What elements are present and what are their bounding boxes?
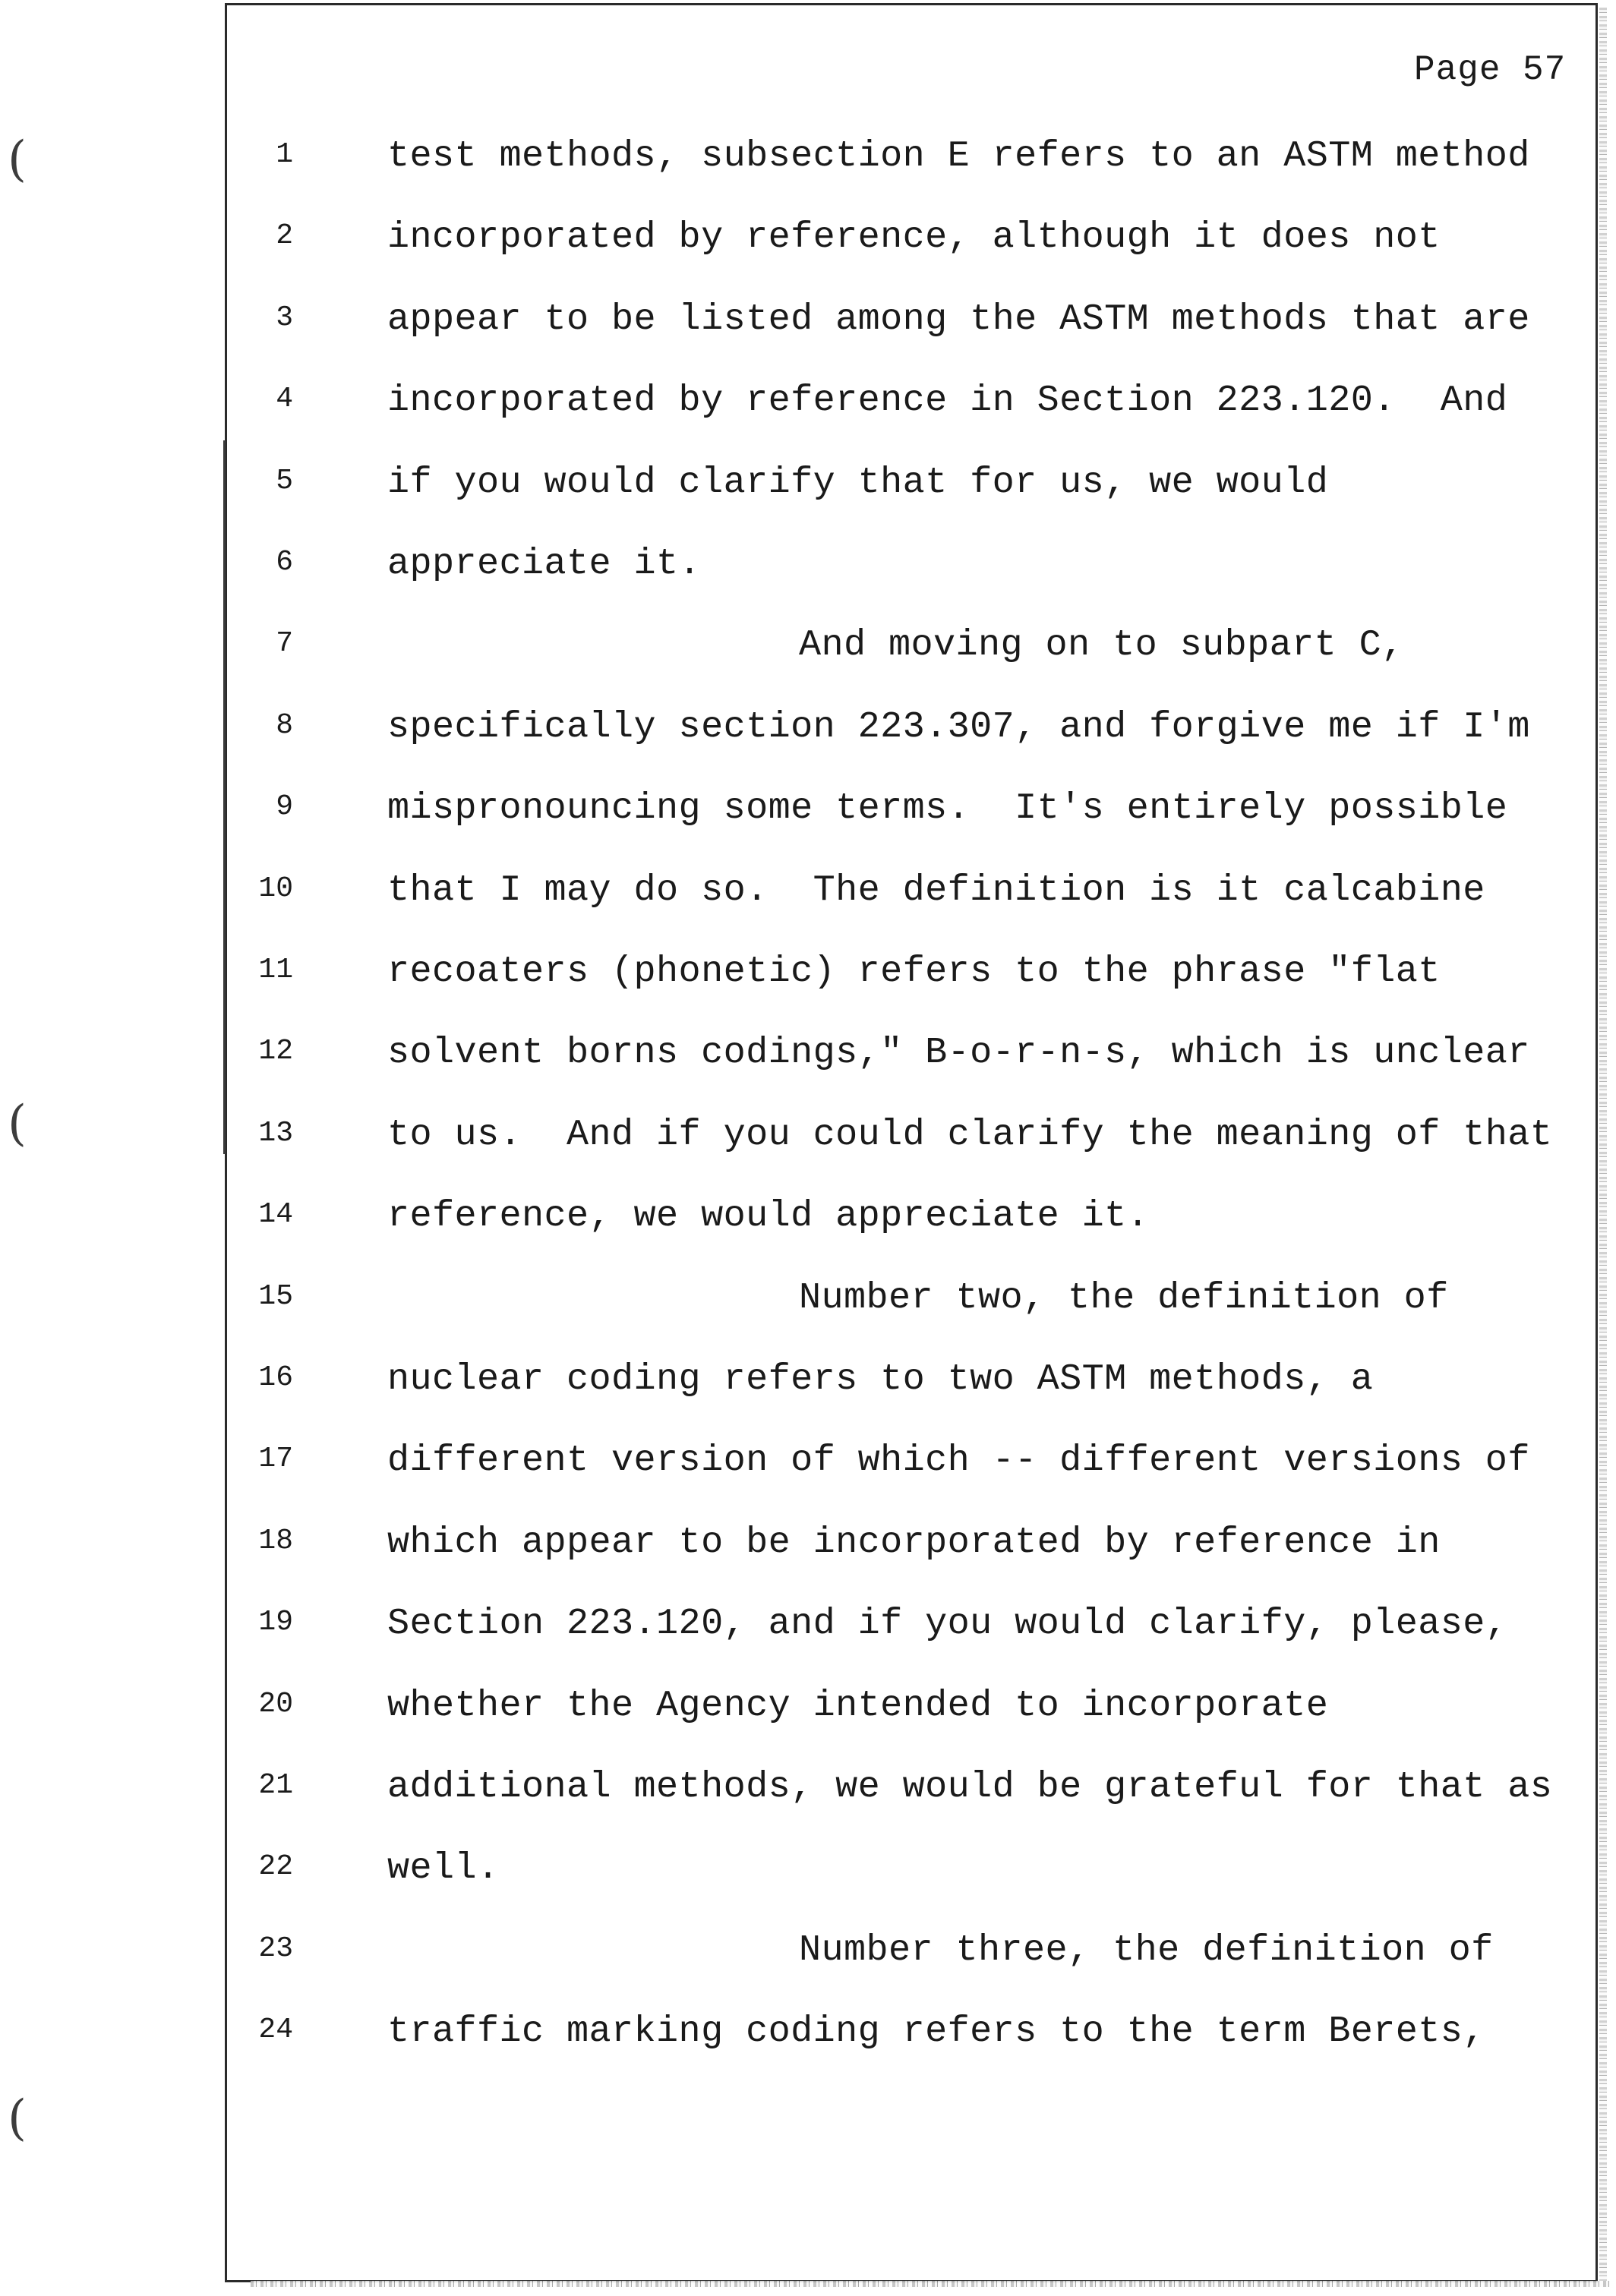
- transcript-line: [0, 1506, 1616, 1588]
- line-text: nuclear coding refers to two ASTM methods, a: [387, 1358, 1374, 1400]
- line-text: additional methods, we would be grateful for that as: [387, 1766, 1553, 1808]
- line-number: 8: [276, 708, 293, 742]
- line-number: 5: [276, 464, 293, 497]
- line-number: 10: [258, 872, 293, 905]
- line-text: well.: [387, 1847, 500, 1890]
- line-number: 20: [258, 1687, 293, 1720]
- line-text: mispronouncing some terms. It's entirely possible: [387, 787, 1508, 830]
- line-number: 9: [276, 790, 293, 824]
- transcript-line: [0, 1832, 1616, 1914]
- line-text: traffic marking coding refers to the term Berets,: [387, 2011, 1485, 2053]
- line-number: 12: [258, 1035, 293, 1068]
- line-number: 1: [276, 138, 293, 171]
- transcript-line: [0, 1017, 1616, 1099]
- line-text: solvent borns codings," B-o-r-n-s, which is unclear: [387, 1032, 1530, 1074]
- margin-paren-mark: (: [8, 2090, 27, 2146]
- transcript-line: [0, 364, 1616, 446]
- margin-paren-mark: (: [8, 131, 27, 188]
- line-text: appreciate it.: [387, 543, 702, 585]
- transcript-line: [0, 1588, 1616, 1670]
- transcript-line: [0, 1751, 1616, 1833]
- transcript-line: [0, 854, 1616, 936]
- line-text: recoaters (phonetic) refers to the phrase "flat: [387, 951, 1441, 992]
- transcript-line: [0, 772, 1616, 854]
- transcript-line: [0, 691, 1616, 773]
- line-text: And moving on to subpart C,: [799, 624, 1404, 667]
- line-text: specifically section 223.307, and forgive me if I'm: [387, 705, 1530, 748]
- page-number: Page 57: [1414, 50, 1567, 90]
- line-number: 21: [258, 1769, 293, 1802]
- transcript-line: [0, 1670, 1616, 1752]
- line-text: incorporated by reference in Section 223.120. And: [387, 380, 1508, 422]
- line-text: different version of which -- different versions of: [387, 1440, 1530, 1482]
- line-text: Section 223.120, and if you would clarify, please,: [387, 1603, 1508, 1645]
- line-number: 14: [258, 1198, 293, 1232]
- line-number: 18: [258, 1524, 293, 1557]
- transcript-line: [0, 1424, 1616, 1506]
- line-number: 2: [276, 219, 293, 253]
- line-number: 7: [276, 627, 293, 661]
- line-text: to us. And if you could clarify the meaning of that: [387, 1113, 1553, 1156]
- line-number: 23: [258, 1932, 293, 1965]
- transcript-line: [0, 935, 1616, 1017]
- line-number: 13: [258, 1116, 293, 1150]
- margin-paren-mark: (: [8, 1096, 27, 1152]
- line-text: Number two, the definition of: [799, 1276, 1449, 1319]
- line-text: appear to be listed among the ASTM methods that are: [387, 298, 1530, 340]
- line-text: Number three, the definition of: [799, 1929, 1494, 1971]
- line-number: 3: [276, 301, 293, 334]
- transcript-line: [0, 283, 1616, 365]
- line-text: test methods, subsection E refers to an ASTM method: [387, 135, 1530, 177]
- line-text: whether the Agency intended to incorporate: [387, 1684, 1329, 1727]
- line-number: 16: [258, 1361, 293, 1394]
- transcript-line: [0, 528, 1616, 610]
- transcript-line: [0, 120, 1616, 202]
- scan-edge-bottom: [251, 2281, 1610, 2287]
- transcript-line: [0, 609, 1616, 691]
- transcript-line: [0, 446, 1616, 528]
- transcript-line: [0, 1096, 1616, 1181]
- line-number: 11: [258, 954, 293, 986]
- transcript-line: [0, 1180, 1616, 1262]
- line-text: if you would clarify that for us, we would: [387, 461, 1329, 503]
- line-number: 4: [276, 383, 293, 416]
- line-number: 15: [258, 1279, 293, 1313]
- line-text: that I may do so. The definition is it calcabine: [387, 869, 1485, 911]
- line-number: 6: [276, 546, 293, 579]
- line-number: 22: [258, 1850, 293, 1884]
- line-text: incorporated by reference, although it does not: [387, 216, 1441, 259]
- transcript-line: [0, 1343, 1616, 1425]
- transcript-line: [0, 1262, 1616, 1344]
- line-number: 19: [258, 1606, 293, 1639]
- transcript-line: [0, 201, 1616, 283]
- line-number: 24: [258, 2014, 293, 2047]
- transcript-line: [0, 1914, 1616, 1996]
- transcript-line: [0, 1995, 1616, 2077]
- line-text: reference, we would appreciate it.: [387, 1195, 1150, 1238]
- line-number: 17: [258, 1443, 293, 1476]
- line-text: which appear to be incorporated by reference in: [387, 1521, 1441, 1563]
